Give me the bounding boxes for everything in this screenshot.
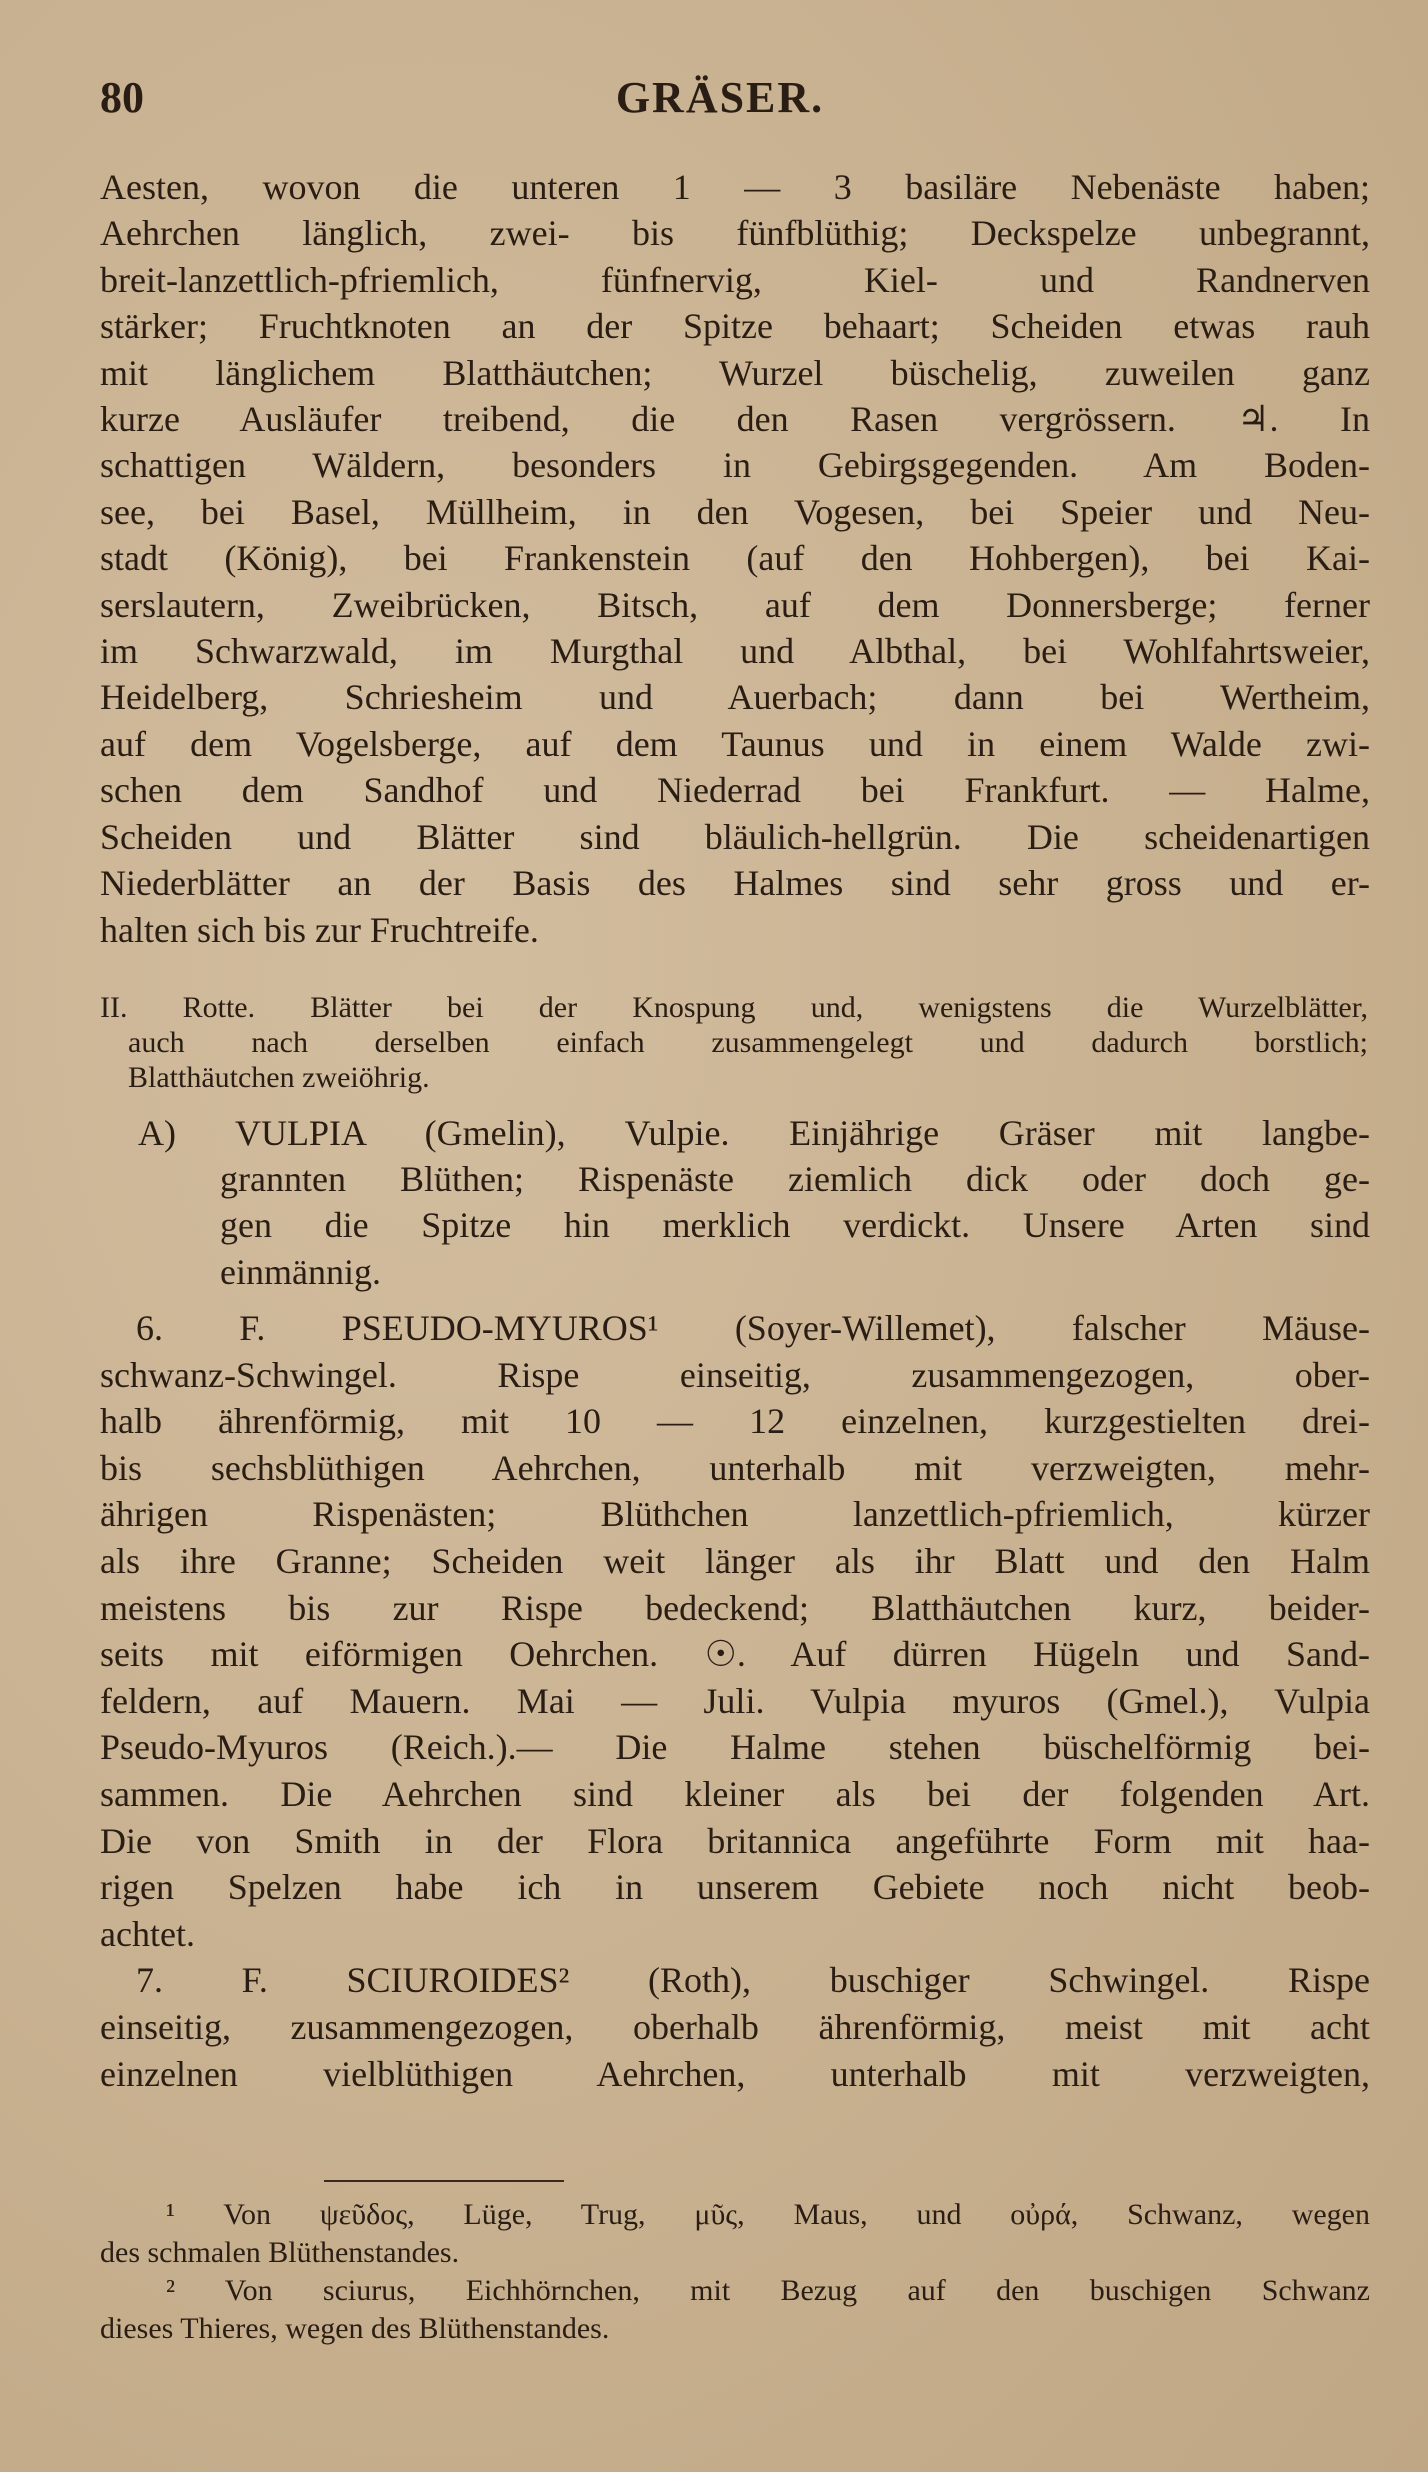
text-line: Aesten, wovon die unteren 1 — 3 basiläre Nebenäste haben; [100,167,1370,207]
text-line: mit länglichem Blatthäutchen; Wurzel büschelig, zuweilen ganz [100,352,1370,393]
text-line: dieses Thieres, wegen des Blüthenstandes. [100,2312,610,2345]
text-line: serslautern, Zweibrücken, Bitsch, auf dem Donnersberge; ferner [100,584,1370,625]
text-line: Die von Smith in der Flora britannica angeführte Form mit haa- [100,1820,1370,1861]
footnotes [100,2196,1370,2348]
text-line: 7. F. SCIUROIDES² (Roth), buschiger Schwingel. Rispe [136,1960,1370,2001]
text-line: auch nach derselben einfach zusammengelegt und dadurch borstlich; [128,1026,1368,1059]
species-section [100,1305,1370,2097]
text-line: kurze Ausläufer treibend, die den Rasen vergrössern. ♃. In [100,399,1370,440]
text-line: grannten Blüthen; Rispenäste ziemlich dick oder doch ge- [220,1159,1370,1200]
text-line: im Schwarzwald, im Murgthal und Albthal, bei Wohlfahrtsweier, [100,631,1370,672]
text-line: ² Von sciurus, Eichhörnchen, mit Bezug auf den buschigen Schwanz [166,2274,1370,2307]
text-line: feldern, auf Mauern. Mai — Juli. Vulpia myuros (Gmel.), Vulpia [100,1680,1370,1721]
text-line: Niederblätter an der Basis des Halmes sind sehr gross und er- [100,863,1370,904]
text-line: stärker; Fruchtknoten an der Spitze behaart; Scheiden etwas rauh [100,306,1370,347]
text-line: achtet. [100,1913,195,1954]
footnote-rule [324,2180,564,2182]
text-line: bis sechsblüthigen Aehrchen, unterhalb mit verzweigten, mehr- [100,1447,1370,1488]
text-line: Heidelberg, Schriesheim und Auerbach; dann bei Wertheim, [100,677,1370,718]
text-line: einzelnen vielblüthigen Aehrchen, unterhalb mit verzweigten, [100,2053,1370,2094]
text-line: gen die Spitze hin merklich verdickt. Unsere Arten sind [220,1205,1370,1246]
text-line: stadt (König), bei Frankenstein (auf den Hohbergen), bei Kai- [100,538,1370,579]
text-line: einseitig, zusammengezogen, oberhalb ährenförmig, meist mit acht [100,2006,1370,2047]
text-line: ährigen Rispenästen; Blüthchen lanzettlich-pfriemlich, kürzer [100,1494,1370,1535]
page-header [100,72,1340,132]
text-line: auf dem Vogelsberge, auf dem Taunus und in einem Walde zwi- [100,723,1370,764]
text-line: Scheiden und Blätter sind bläulich-hellgrün. Die scheidenartigen [100,816,1370,857]
text-line: des schmalen Blüthenstandes. [100,2236,460,2269]
text-line: als ihre Granne; Scheiden weit länger als ihr Blatt und den Halm [100,1540,1370,1581]
text-line: Aehrchen länglich, zwei- bis fünfblüthig; Deckspelze unbegrannt, [100,213,1370,254]
page-title: GRÄSER. [615,73,825,122]
text-line: schwanz-Schwingel. Rispe einseitig, zusammengezogen, ober- [100,1354,1370,1395]
genus-vulpia [138,1110,1370,1295]
text-line: halten sich bis zur Fruchtreife. [100,909,539,950]
text-line: sammen. Die Aehrchen sind kleiner als bei der folgenden Art. [100,1773,1370,1814]
text-line: Blatthäutchen zweiöhrig. [128,1061,430,1094]
text-line: schen dem Sandhof und Niederrad bei Frankfurt. — Halme, [100,770,1370,811]
text-line: A) VULPIA (Gmelin), Vulpie. Einjährige Gräser mit langbe- [138,1113,1370,1153]
text-line: see, bei Basel, Müllheim, in den Vogesen, bei Speier und Neu- [100,491,1370,532]
text-line: meistens bis zur Rispe bedeckend; Blatthäutchen kurz, beider- [100,1587,1370,1628]
text-line: II. Rotte. Blätter bei der Knospung und, wenigstens die Wurzelblätter, [100,991,1368,1024]
text-line: seits mit eiförmigen Oehrchen. ☉. Auf dürren Hügeln und Sand- [100,1634,1370,1675]
text-line: ¹ Von ψεῦδος, Lüge, Trug, μῦς, Maus, und οὐρά, Schwanz, wegen [166,2198,1370,2231]
text-line: rigen Spelzen habe ich in unserem Gebiete noch nicht beob- [100,1867,1370,1908]
page-number: 80 [100,73,144,122]
text-line: einmännig. [220,1251,381,1292]
text-line: halb ährenförmig, mit 10 — 12 einzelnen, kurzgestielten drei- [100,1401,1370,1442]
paragraph-main [100,164,1370,953]
text-line: schattigen Wäldern, besonders in Gebirgsgegenden. Am Boden- [100,445,1370,486]
rotte-heading [100,990,1368,1095]
text-line: breit-lanzettlich-pfriemlich, fünfnervig, Kiel- und Randnerven [100,259,1370,300]
text-line: 6. F. PSEUDO-MYUROS¹ (Soyer-Willemet), falscher Mäuse- [136,1308,1370,1348]
text-line: Pseudo-Myuros (Reich.).— Die Halme stehen büschelförmig bei- [100,1727,1370,1768]
